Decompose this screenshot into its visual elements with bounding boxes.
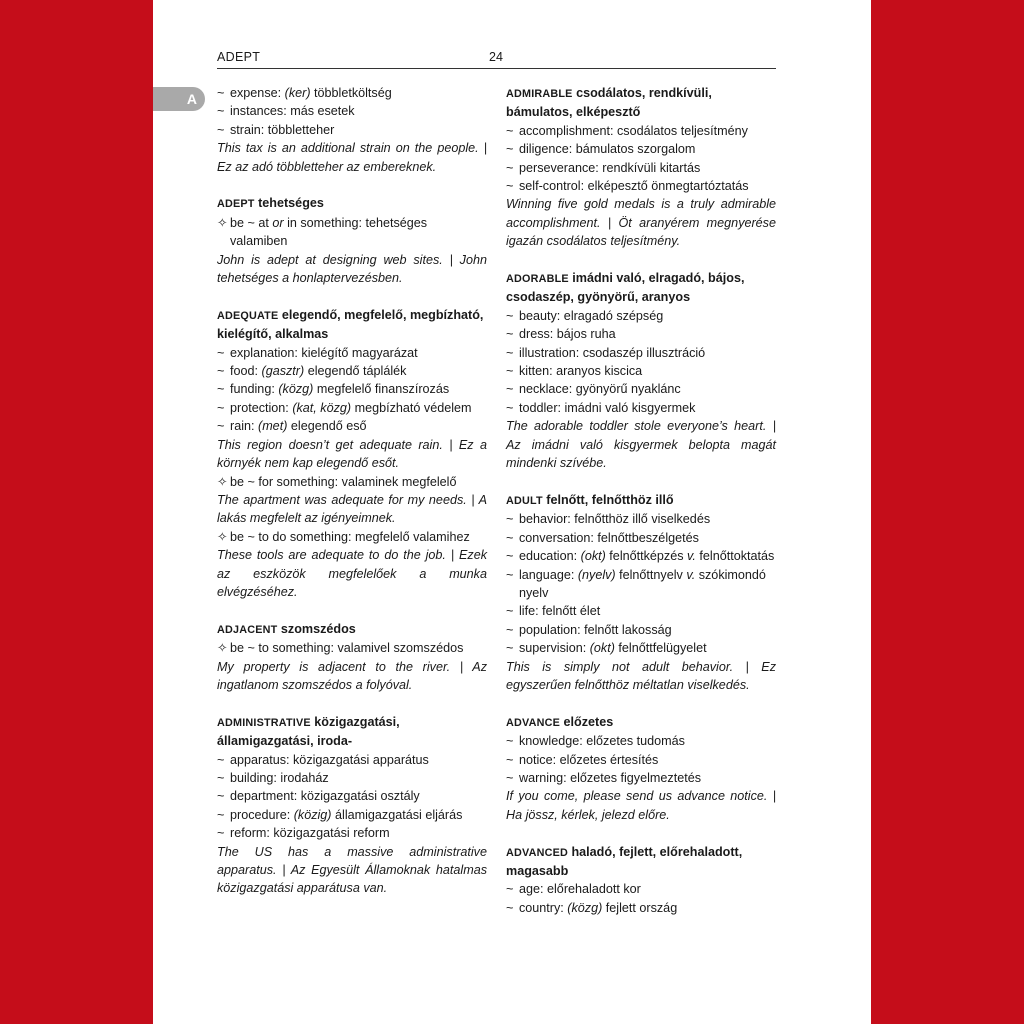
example-sentence: The adorable toddler stole everyone’s heart. | Az imádni való kisgyermek belopta magát mindenki szívébe. (506, 419, 776, 471)
tilde-marker: ~ (217, 86, 225, 100)
entry-headline (217, 713, 487, 751)
line-text: elegendő táplálék (304, 364, 407, 379)
usage-label: (közg) (567, 900, 603, 915)
headword-translation: felnőtt, felnőtthöz illő (546, 492, 674, 507)
line-text: szókimondó nyelv (519, 567, 766, 600)
phrase-marker: ✧ (217, 474, 228, 489)
tilde-marker: ~ (217, 122, 225, 137)
line-text: elegendő eső (287, 419, 367, 434)
collocation-line (506, 602, 776, 620)
tilde-marker: ~ (217, 400, 225, 415)
collocation-line (506, 899, 776, 917)
collocation-line (506, 307, 776, 325)
line-text: education: (519, 549, 581, 564)
usage-label: v. (687, 549, 696, 564)
headword: ADEPT (217, 198, 255, 211)
line-text: dress: bájos ruha (519, 327, 616, 342)
usage-label: v. (686, 567, 696, 582)
collocation-line (217, 362, 487, 380)
collocation-line (506, 362, 776, 380)
tilde-marker: ~ (506, 345, 514, 360)
dictionary-page (153, 0, 871, 1024)
example-sentence: The apartment was adequate for my needs. | A lakás megfelelt az igényeimnek. (217, 492, 487, 526)
line-text: protection: (230, 400, 293, 415)
headword: ADMIRABLE (506, 88, 573, 100)
dictionary-entry (506, 713, 776, 824)
example-sentence: My property is adjacent to the river. | Az ingatlanom szomszédos a folyóval. (217, 659, 487, 692)
tilde-marker: ~ (506, 752, 514, 767)
usage-label: (közg) (278, 382, 314, 397)
collocation-line (217, 380, 487, 398)
tilde-marker: ~ (506, 530, 514, 545)
example-sentence: This is simply not adult behavior. | Ez egyszerűen felnőtthöz méltatlan viselkedés. (506, 659, 776, 692)
tilde-marker: ~ (506, 364, 514, 379)
line-text: fejlett ország (602, 900, 678, 915)
example-sentence: These tools are adequate to do the job. | Ezek az eszközök megfelelőek a munka elvégzéséhez. (217, 548, 487, 599)
dictionary-entry (217, 84, 487, 176)
line-text: notice: előzetes értesítés (519, 752, 659, 767)
headword-translation: csodálatos, rendkívüli, bámulatos, elképesztő (506, 86, 712, 120)
line-text: be ~ at (230, 215, 273, 230)
entry-headline (217, 306, 487, 344)
line-text: be ~ for something: valaminek megfelelő (230, 474, 457, 489)
tilde-marker: ~ (506, 604, 514, 619)
collocation-line (217, 751, 487, 769)
line-text: felnőttfelügyelet (614, 641, 707, 656)
left-column (217, 84, 487, 916)
tilde-marker: ~ (506, 900, 514, 915)
tilde-marker: ~ (506, 882, 514, 897)
example-sentence: Winning five gold medals is a truly admirable accomplishment. | Öt aranyérem megnyerése igazán csodálatos teljesítmény. (506, 197, 776, 249)
headword-translation: imádni való, elragadó, bájos, csodaszép, gyönyörű, aranyos (506, 271, 745, 305)
line-text: megfelelő finanszírozás (313, 382, 450, 397)
headword: ADMINISTRATIVE (217, 716, 311, 729)
line-text: self-control: elképesztő önmegtartóztatás (519, 179, 749, 194)
collocation-line (217, 84, 487, 102)
collocation-line (217, 344, 487, 362)
line-text: conversation: felnőttbeszélgetés (519, 530, 699, 545)
collocation-line (506, 732, 776, 750)
phrase-line (217, 473, 487, 491)
line-text: population: felnőtt lakosság (519, 622, 672, 637)
collocation-line (217, 102, 487, 120)
collocation-line (506, 399, 776, 417)
tilde-marker: ~ (217, 807, 225, 822)
tilde-marker: ~ (506, 160, 514, 175)
line-text: be ~ to do something: megfelelő valamihez (230, 529, 470, 544)
right-column (506, 84, 776, 936)
tilde-marker: ~ (506, 734, 514, 749)
tilde-marker: ~ (217, 770, 225, 785)
line-text: kitten: aranyos kiscica (519, 364, 643, 379)
line-text: instances: más esetek (230, 104, 355, 119)
tilde-marker: ~ (506, 770, 514, 785)
line-text: accomplishment: csodálatos teljesítmény (519, 123, 748, 138)
guide-word: ADEPT (217, 50, 261, 64)
example-sentence: This region doesn’t get adequate rain. | Ez a környék nem kap elegendő esőt. (217, 437, 487, 471)
phrase-line (217, 528, 487, 546)
collocation-line (506, 344, 776, 362)
phrase-marker: ✧ (217, 529, 228, 544)
headword-translation: elegendő, megfelelő, megbízható, kielégítő, alkalmas (217, 307, 484, 342)
dictionary-entry (506, 843, 776, 918)
line-text: life: felnőtt élet (519, 604, 601, 619)
line-text: building: irodaház (230, 770, 329, 785)
dictionary-entry (506, 84, 776, 251)
headword: ADJACENT (217, 623, 278, 636)
headword: ADEQUATE (217, 309, 279, 322)
tilde-marker: ~ (217, 345, 225, 360)
collocation-line (506, 621, 776, 639)
collocation-line (506, 140, 776, 158)
headword: ADULT (506, 494, 543, 507)
tilde-marker: ~ (506, 549, 514, 564)
usage-label: (okt) (580, 549, 606, 564)
tilde-marker: ~ (506, 142, 514, 157)
example-sentence: John is adept at designing web sites. | John tehetséges a honlaptervezésben. (217, 252, 487, 286)
line-text: beauty: elragadó szépség (519, 308, 664, 323)
collocation-line (217, 399, 487, 417)
dictionary-entry (217, 306, 487, 602)
tilde-marker: ~ (506, 327, 514, 342)
dictionary-entry (217, 620, 487, 695)
tilde-marker: ~ (506, 622, 514, 637)
tilde-marker: ~ (506, 123, 514, 138)
headword: ADVANCED (506, 846, 568, 859)
line-text: államigazgatási eljárás (331, 807, 463, 822)
phrase-marker: ✧ (217, 641, 228, 656)
entry-headline (217, 194, 487, 213)
line-text: procedure: (230, 807, 294, 822)
line-text: illustration: csodaszép illusztráció (519, 345, 706, 360)
collocation-line (506, 751, 776, 769)
line-text: perseverance: rendkívüli kitartás (519, 160, 701, 175)
usage-label: (gasztr) (261, 364, 305, 379)
tilde-marker: ~ (506, 641, 514, 656)
line-text: be ~ to something: valamivel szomszédos (230, 641, 464, 656)
entry-headline (506, 713, 776, 732)
tilde-marker: ~ (217, 752, 225, 767)
headword-translation: szomszédos (280, 621, 356, 636)
line-text: department: közigazgatási osztály (230, 789, 420, 804)
entry-headline (506, 269, 776, 307)
tilde-marker: ~ (217, 104, 225, 119)
usage-label: or (272, 215, 284, 230)
headword-translation: tehetséges (258, 196, 324, 211)
tilde-marker: ~ (506, 382, 514, 397)
line-text: expense: (230, 86, 285, 100)
collocation-line (506, 566, 776, 603)
tilde-marker: ~ (217, 826, 225, 841)
example-sentence: The US has a massive administrative apparatus. | Az Egyesült Államoknak hatalmas közigazgatási apparátusa van. (217, 844, 487, 896)
collocation-line (217, 769, 487, 787)
tilde-marker: ~ (217, 364, 225, 379)
line-text: felnőttoktatás (695, 549, 775, 564)
usage-label: (okt) (589, 641, 615, 656)
usage-label: (ker) (284, 86, 311, 100)
collocation-line (506, 159, 776, 177)
line-text: felnőttnyelv (615, 567, 687, 582)
usage-label: (kat, közg) (292, 400, 352, 415)
entry-headline (506, 84, 776, 122)
headword: ADVANCE (506, 716, 560, 729)
section-letter-tab: A (153, 87, 205, 111)
line-text: in something: tehetséges valamiben (230, 215, 428, 249)
dictionary-entry (217, 194, 487, 287)
example-sentence: If you come, please send us advance notice. | Ha jössz, kérlek, jelezd előre. (506, 789, 776, 822)
line-text: language: (519, 567, 578, 582)
headword-translation: közigazgatási, államigazgatási, iroda- (217, 714, 400, 749)
line-text: toddler: imádni való kisgyermek (519, 400, 696, 415)
collocation-line (217, 824, 487, 842)
tilde-marker: ~ (506, 179, 514, 194)
tilde-marker: ~ (506, 512, 514, 527)
line-text: reform: közigazgatási reform (230, 826, 390, 841)
tilde-marker: ~ (217, 789, 225, 804)
header-rule (217, 68, 776, 69)
collocation-line (506, 177, 776, 195)
phrase-line (217, 214, 487, 251)
line-text: funding: (230, 382, 279, 397)
line-text: warning: előzetes figyelmeztetés (519, 770, 702, 785)
tilde-marker: ~ (506, 308, 514, 323)
line-text: behavior: felnőtthöz illő viselkedés (519, 512, 711, 527)
line-text: strain: többletteher (230, 122, 335, 137)
collocation-line (506, 380, 776, 398)
collocation-line (217, 417, 487, 435)
dictionary-entry (506, 269, 776, 472)
tilde-marker: ~ (217, 419, 225, 434)
dictionary-entry (506, 491, 776, 694)
usage-label: (met) (258, 419, 288, 434)
page-number: 24 (489, 50, 503, 64)
dictionary-entry (217, 713, 487, 898)
entry-headline (506, 491, 776, 510)
headword: ADORABLE (506, 273, 569, 286)
line-text: felnőttképzés (605, 549, 688, 564)
line-text: necklace: gyönyörű nyaklánc (519, 382, 681, 397)
usage-label: (nyelv) (577, 567, 616, 582)
collocation-line (506, 529, 776, 547)
line-text: apparatus: közigazgatási apparátus (230, 752, 429, 767)
headword-translation: előzetes (563, 714, 614, 729)
line-text: rain: (230, 419, 258, 434)
collocation-line (506, 547, 776, 565)
collocation-line (506, 325, 776, 343)
collocation-line (217, 806, 487, 824)
tilde-marker: ~ (506, 567, 514, 582)
example-sentence: This tax is an additional strain on the people. | Ez az adó többletteher az embereknek. (217, 141, 487, 174)
line-text: diligence: bámulatos szorgalom (519, 142, 696, 157)
usage-label: (közig) (293, 807, 332, 822)
collocation-line (217, 787, 487, 805)
collocation-line (506, 510, 776, 528)
line-text: supervision: (519, 641, 590, 656)
line-text: country: (519, 900, 568, 915)
line-text: többletköltség (310, 86, 392, 100)
entry-headline (506, 843, 776, 881)
line-text: food: (230, 364, 262, 379)
line-text: age: előrehaladott kor (519, 882, 641, 897)
line-text: explanation: kielégítő magyarázat (230, 345, 418, 360)
headword-translation: haladó, fejlett, előrehaladott, magasabb (506, 844, 743, 878)
collocation-line (506, 769, 776, 787)
tilde-marker: ~ (217, 382, 225, 397)
collocation-line (506, 122, 776, 140)
collocation-line (506, 639, 776, 657)
phrase-marker: ✧ (217, 215, 228, 230)
line-text: knowledge: előzetes tudomás (519, 734, 685, 749)
line-text: megbízható védelem (351, 400, 472, 415)
entry-headline (217, 620, 487, 639)
tilde-marker: ~ (506, 400, 514, 415)
phrase-line (217, 639, 487, 657)
collocation-line (217, 121, 487, 139)
collocation-line (506, 880, 776, 898)
